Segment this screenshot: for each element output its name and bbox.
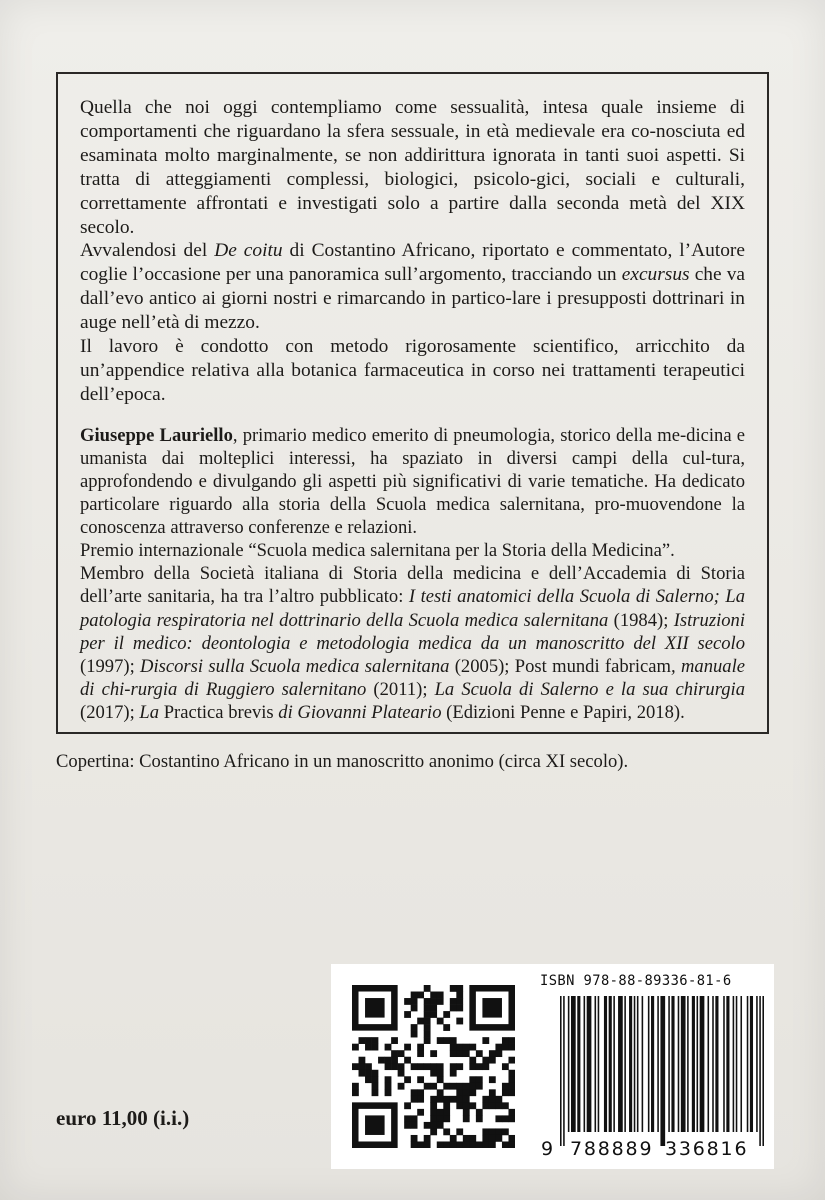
qr-code [331,964,536,1169]
author-name: Giuseppe Lauriello [80,424,233,446]
qr-finder-pattern [352,985,398,1031]
cover-caption: Copertina: Costantino Africano in un manoscritto anonimo (circa XI secolo). [56,751,629,772]
blurb-frame [56,72,769,734]
blurb-paragraph-3: Il lavoro è condotto con metodo rigorosamente scientifico, arricchito da un’appendice relativa alla botanica farmaceutica in corso nei trattamenti terapeutici dell’epoca. [80,336,745,405]
bio-paragraph-1: Giuseppe Lauriello, primario medico emerito di pneumologia, storico della me-dicina e umanista dai molteplici interessi, ha spaziato in diversi campi della cul-tura, approfondendo e divulgando gli aspetti più significativi di varie tematiche. Ha dedicato particolare riguardo alla storia della Scuola medica salernitana, pro-muovendone la conoscenza attraverso conferenze e relazioni. [80,424,745,539]
qr-finder-pattern [352,1102,398,1148]
qr-finder-pattern [469,985,515,1031]
ean-left-group: 788889 [570,1138,654,1160]
blurb-paragraph-2: Avvalendosi del De coitu di Costantino Africano, riportato e commentato, l’Autore coglie l’occasione per una panoramica sull’argomento, tracciando un excursus che va dall’evo antico ai giorni nostri e rimarcando in partico-lare i presupposti dottrinari in auge nell’età di mezzo. [80,240,746,334]
author-bio [80,424,745,724]
blurb-paragraph-1: Quella che noi oggi contempliamo come sessualità, intesa quale insieme di comportamenti che riguardano la sfera sessuale, in età medievale era co-nosciuta ed esaminata molto marginalmente, se non addirittura ignorata in tanti suoi aspetti. Si tratta di atteggiamenti complessi, biologici, psicolo-gici, sociali e culturali, correttamente affrontati e investigati solo a partire dalla seconda metà del XIX secolo. [80,97,745,238]
bio-paragraph-2: Premio internazionale “Scuola medica salernitana per la Storia della Medicina”. [80,540,675,562]
ean-right-group: 336816 [665,1138,749,1160]
ean-first-digit: 9 [541,1138,554,1160]
price: euro 11,00 (i.i.) [56,1106,190,1130]
qr-code-graphic [352,985,515,1148]
isbn-barcode [536,964,774,1169]
bio-paragraph-3: Membro della Società italiana di Storia della medicina e dell’Accademia di Storia dell’arte sanitaria, ha tra l’altro pubblicato: I testi anatomici della Scuola di Salerno; La patologia respiratoria nel dottrinario della Scuola medica salernitana (1984); Istruzioni per il medico: deontologia e metodologia medica da un manoscritto del XII secolo (1997); Discorsi sulla Scuola medica salernitana (2005); Post mundi fabricam, manuale di chi-rurgia di Ruggiero salernitano (2011); La Scuola di Salerno e la sua chirurgia (2017); La Practica brevis di Giovanni Plateario (Edizioni Penne e Papiri, 2018). [80,563,745,723]
barcode-bar-group [560,996,764,1146]
isbn-label: ISBN 978-88-89336-81-6 [540,973,732,989]
